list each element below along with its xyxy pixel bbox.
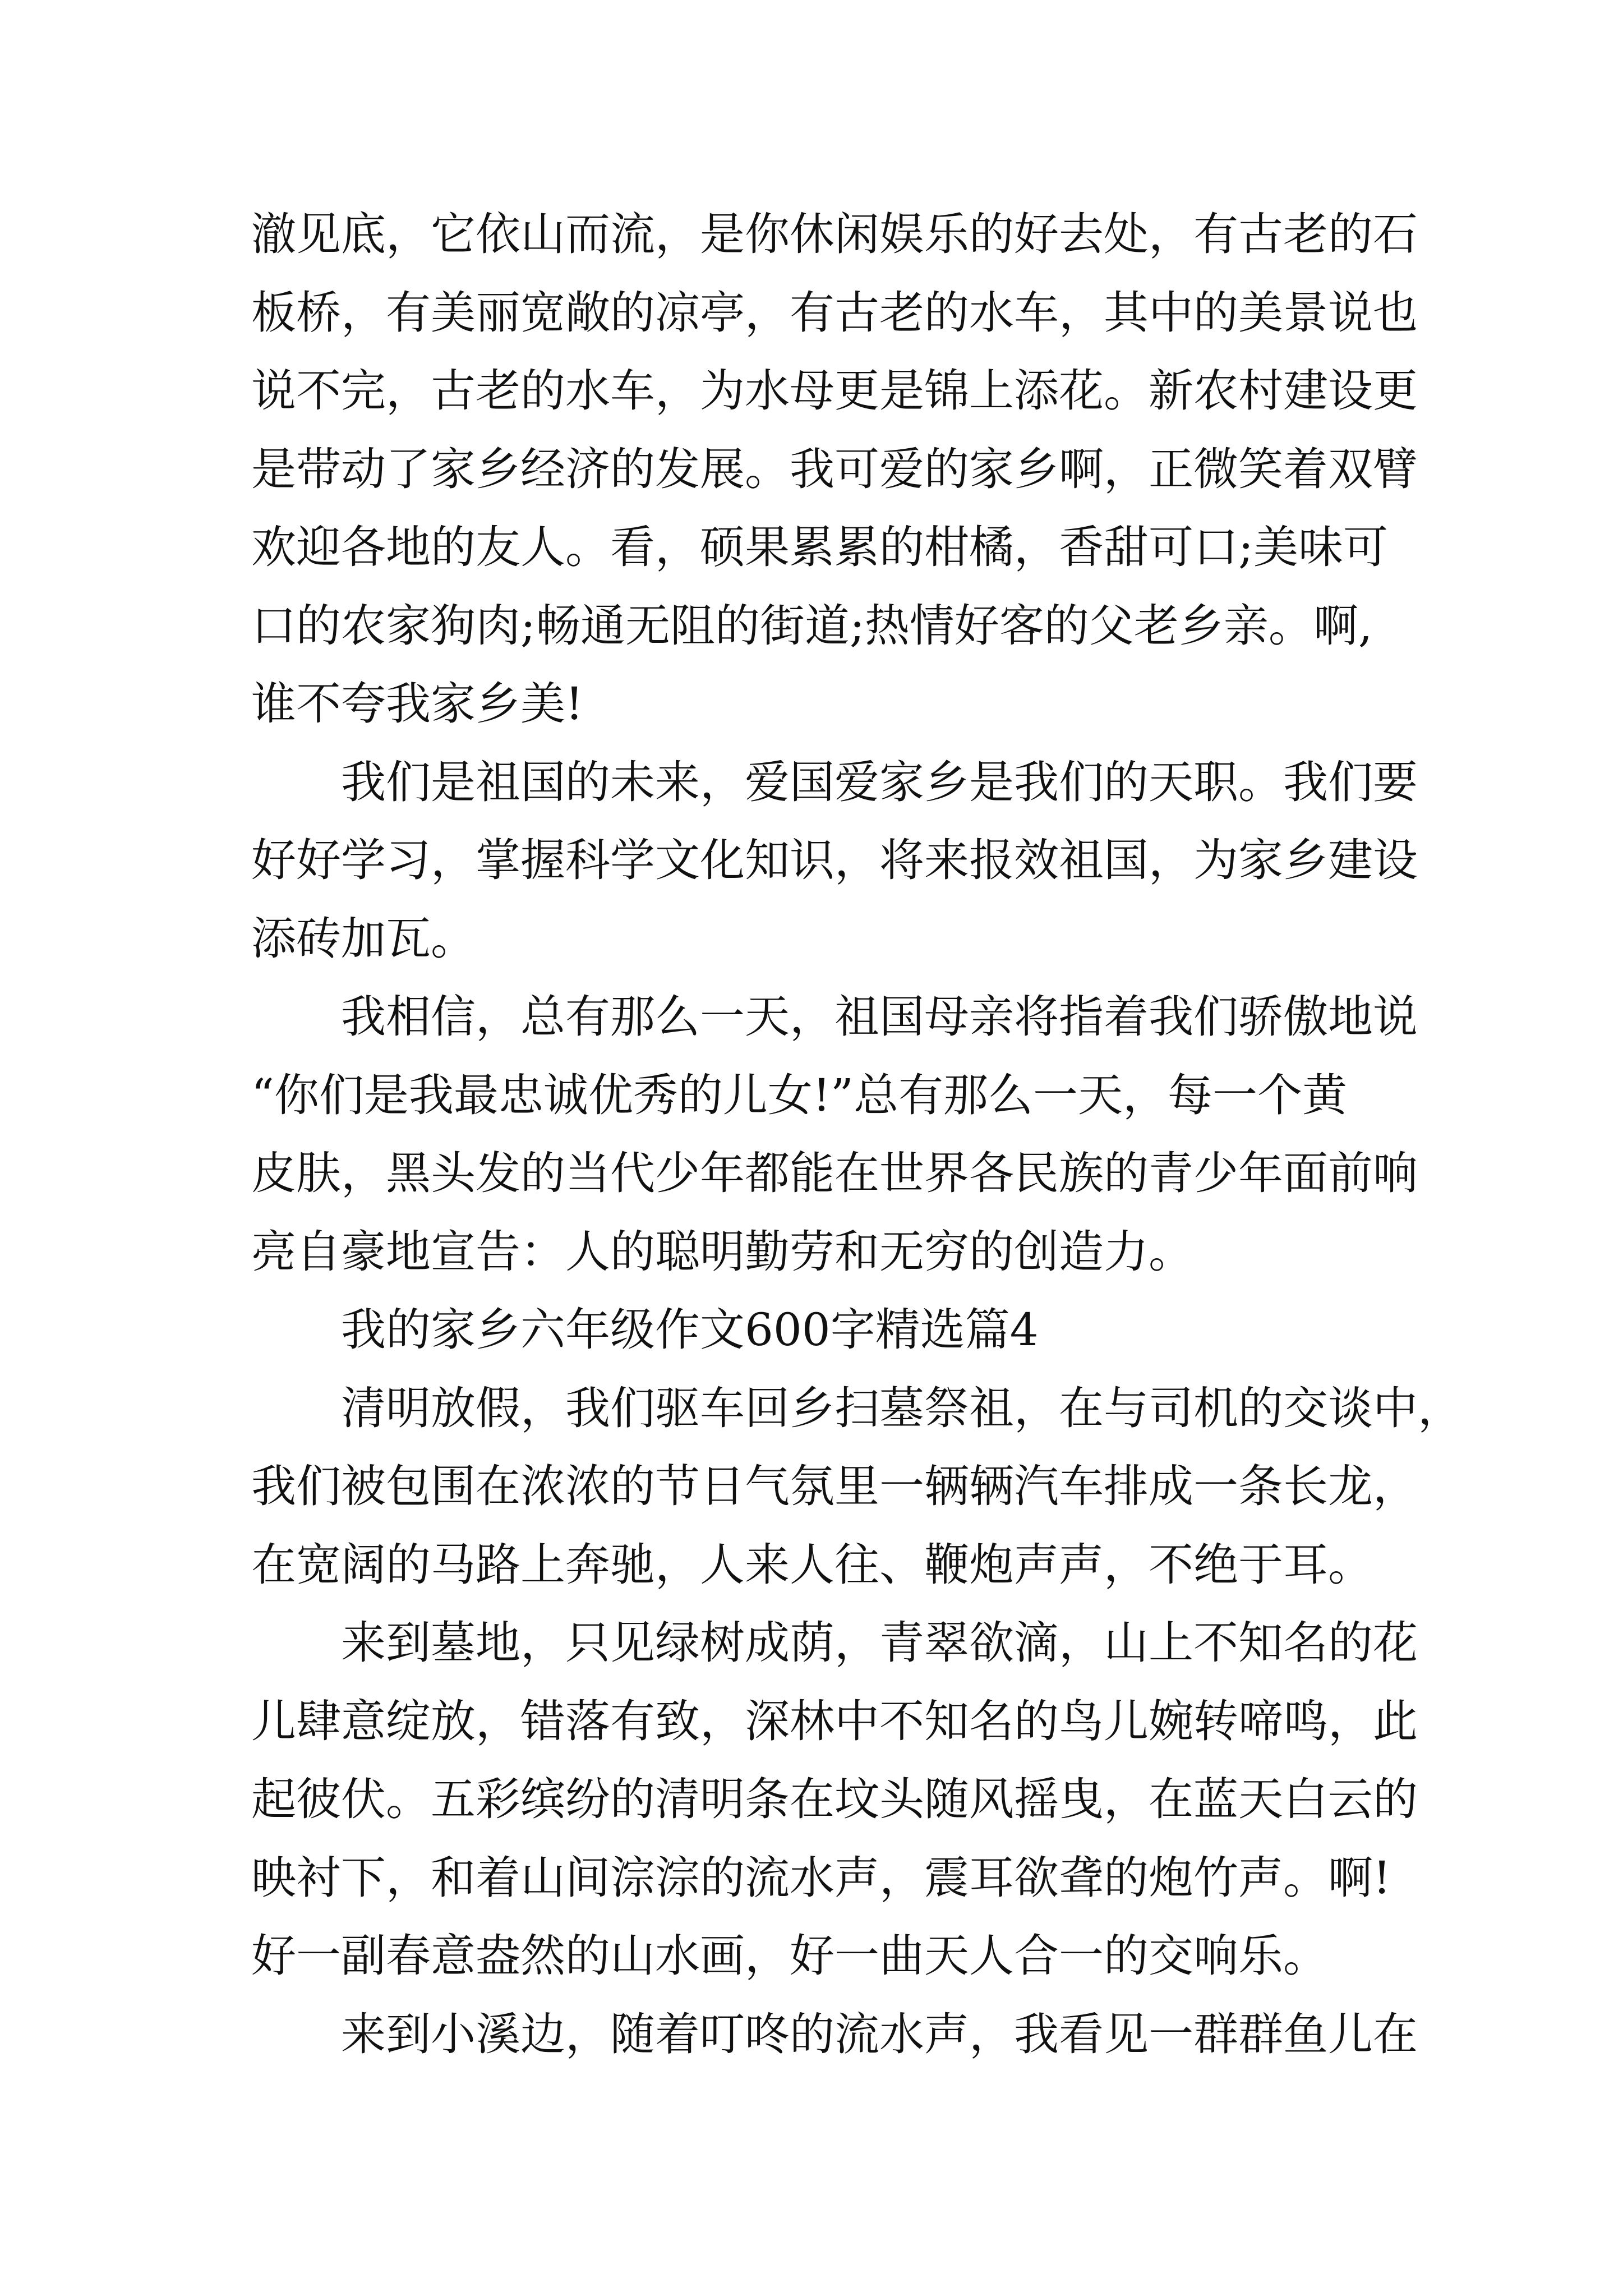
text-line: 说不完，古老的水车，为水母更是锦上添花。新农村建设更 xyxy=(251,365,1418,417)
text-line: 亮自豪地宣告：人的聪明勤劳和无穷的创造力。 xyxy=(251,1225,1193,1278)
section-heading: 我的家乡六年级作文600字精选篇4 xyxy=(341,1304,1039,1356)
paragraph-start-line: 来到墓地，只见绿树成荫，青翠欲滴，山上不知名的花 xyxy=(341,1617,1418,1669)
text-line: 我们被包围在浓浓的节日气氛里一辆辆汽车排成一条长龙， xyxy=(251,1460,1418,1512)
text-line: 谁不夸我家乡美! xyxy=(251,678,584,730)
paragraph-start-line: 清明放假，我们驱车回乡扫墓祭祖，在与司机的交谈中， xyxy=(341,1382,1463,1434)
text-line: 好好学习，掌握科学文化知识，将来报效祖国，为家乡建设 xyxy=(251,834,1418,886)
text-line: 是带动了家乡经济的发展。我可爱的家乡啊，正微笑着双臂 xyxy=(251,443,1418,495)
text-line: 在宽阔的马路上奔驰，人来人往、鞭炮声声，不绝于耳。 xyxy=(251,1538,1373,1591)
text-line: 欢迎各地的友人。看，硕果累累的柑橘，香甜可口;美味可 xyxy=(251,521,1388,573)
paragraph-start-line: 来到小溪边，随着叮咚的流水声，我看见一群群鱼儿在 xyxy=(341,2008,1418,2060)
text-line: 口的农家狗肉;畅通无阻的街道;热情好客的父老乡亲。啊, xyxy=(251,599,1373,652)
text-line: 映衬下，和着山间淙淙的流水声，震耳欲聋的炮竹声。啊! xyxy=(251,1851,1391,1904)
paragraph-start-line: 我们是祖国的未来，爱国爱家乡是我们的天职。我们要 xyxy=(341,756,1418,808)
text-line: 起彼伏。五彩缤纷的清明条在坟头随风摇曳，在蓝天白云的 xyxy=(251,1773,1418,1825)
text-line: 澈见底，它依山而流，是你休闲娱乐的好去处，有古老的石 xyxy=(251,208,1418,260)
text-line: 添砖加瓦。 xyxy=(251,912,476,965)
text-line: “你们是我最忠诚优秀的儿女!”总有那么一天，每一个黄 xyxy=(251,1069,1347,1121)
text-line: 皮肤，黑头发的当代少年都能在世界各民族的青少年面前响 xyxy=(251,1147,1418,1199)
paragraph-start-line: 我相信，总有那么一天，祖国母亲将指着我们骄傲地说 xyxy=(341,991,1418,1043)
text-line: 好一副春意盎然的山水画，好一曲天人合一的交响乐。 xyxy=(251,1930,1328,1982)
essay-body xyxy=(251,195,1463,2073)
text-line: 板桥，有美丽宽敞的凉亭，有古老的水车，其中的美景说也 xyxy=(251,286,1418,339)
text-line: 儿肆意绽放，错落有致，深林中不知名的鸟儿婉转啼鸣，此 xyxy=(251,1695,1418,1747)
